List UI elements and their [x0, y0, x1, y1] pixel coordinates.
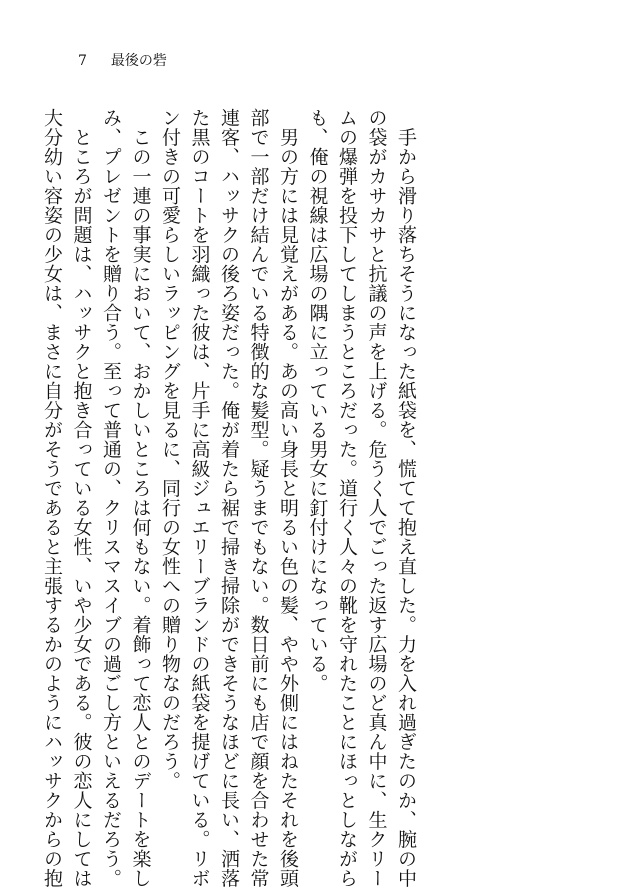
text-line: 手から滑り落ちそうになった紙袋を、慌てて抱え直した。力を入れ過ぎたのか、腕の中 — [395, 108, 417, 888]
body-text — [37, 108, 421, 888]
text-line: の袋がカサカサと抗議の声を上げる。危うく人でごった返す広場のど真ん中に、生クリー — [365, 108, 388, 888]
text-line: た黒のコートを羽織った彼は、片手に高級ジュエリーブランドの紙袋を提げている。リボ — [188, 108, 211, 888]
text-line: 男の方には見覚えがある。あの高い身長と明るい色の髪、やや外側にはねたそれを後頭 — [277, 108, 299, 888]
page-number: 7 — [78, 53, 87, 69]
text-line: 部で一部だけ結んでいる特徴的な髪型。疑うまでもない。数日前にも店で顔を合わせた常 — [247, 108, 270, 888]
text-line: み、プレゼントを贈り合う。至って普通の、クリスマスイブの過ごし方といえるだろう。 — [100, 108, 122, 888]
running-head — [78, 50, 167, 70]
text-line: この一連の事実において、おかしいところは何もない。着飾って恋人とのデートを楽し — [129, 108, 152, 888]
text-line: ところが問題は、ハッサクと抱き合っている女性、いや少女である。彼の恋人にしては — [70, 108, 93, 888]
text-line: ムの爆弾を投下してしまうところだった。道行く人々の靴を守れたことにほっとしながら — [336, 108, 358, 888]
text-line: ン付きの可愛らしいラッピングを見るに、同行の女性への贈り物なのだろう。 — [159, 108, 181, 791]
text-line: も、俺の視線は広場の隅に立っている男女に釘付けになっている。 — [306, 108, 329, 693]
text-line: 連客、ハッサクの後ろ姿だった。俺が着たら裾で掃き掃除ができそうなほどに長い、洒落 — [218, 108, 240, 888]
chapter-title: 最後の砦 — [110, 53, 167, 69]
text-line: 大分幼い容姿の少女は、まさに自分がそうであると主張するかのようにハッサクからの抱 — [41, 108, 63, 888]
